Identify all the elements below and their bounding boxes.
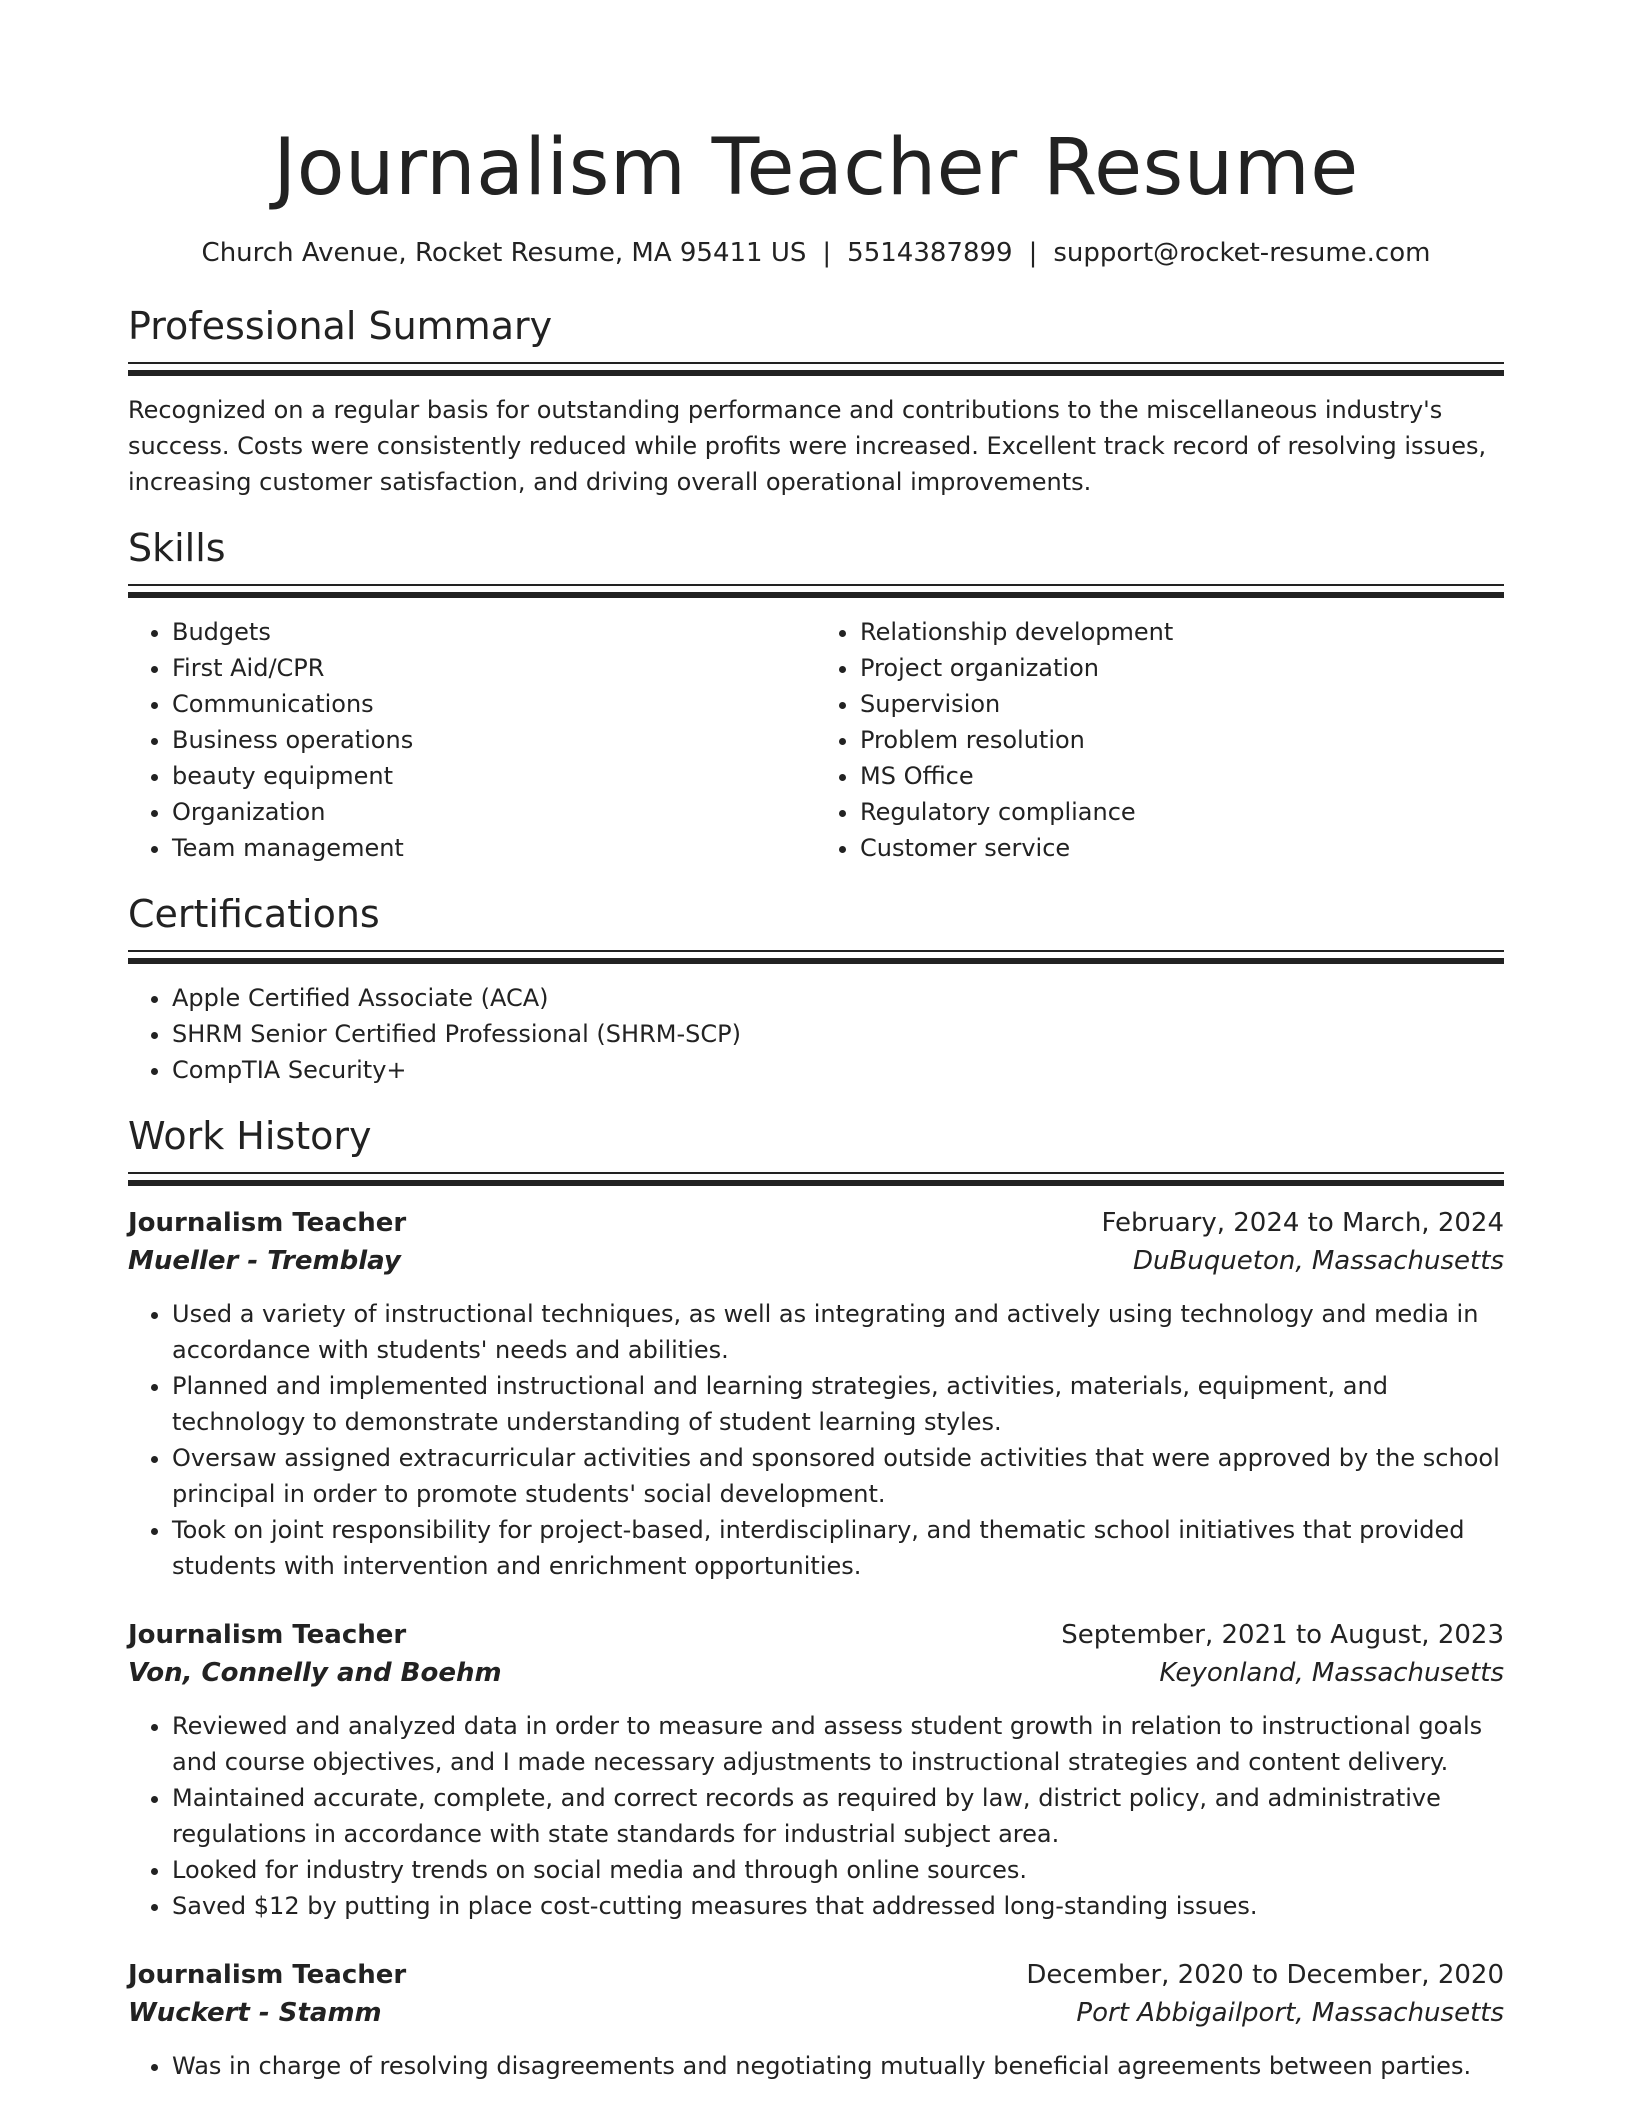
list-item: • Customer service — [860, 830, 1504, 866]
list-item: • Communications — [172, 686, 816, 722]
certifications-section — [128, 890, 1504, 1088]
job-bullets — [128, 2048, 1504, 2084]
contact-separator: | — [1028, 238, 1038, 268]
list-item: • Looked for industry trends on social media and through online sources. — [172, 1852, 1504, 1888]
job-header — [128, 1616, 1504, 1654]
list-item: • CompTIA Security+ — [172, 1052, 1504, 1088]
list-item: • Maintained accurate, complete, and correct records as required by law, district policy, and administrative regulations in accordance with state standards for industrial subject area. — [172, 1780, 1504, 1852]
contact-address: Church Avenue, Rocket Resume, MA 95411 US — [201, 238, 807, 268]
job-location: Port Abbigailport, Massachusetts — [1076, 1998, 1504, 2028]
section-divider — [128, 1172, 1504, 1186]
list-item: • First Aid/CPR — [172, 650, 816, 686]
list-item: • Planned and implemented instructional and learning strategies, activities, materials, equipment, and technology to demonstrate understanding of student learning styles. — [172, 1368, 1504, 1440]
summary-heading: Professional Summary — [128, 304, 553, 348]
job-company: Von, Connelly and Boehm — [128, 1658, 502, 1688]
skills-heading: Skills — [128, 526, 226, 570]
list-item: • Business operations — [172, 722, 816, 758]
list-item: • Used a variety of instructional techniques, as well as integrating and actively using technology and media in accordance with students' needs and abilities. — [172, 1296, 1504, 1368]
contact-line — [128, 236, 1504, 270]
job-entry — [128, 1204, 1504, 1584]
skills-list-left — [128, 614, 816, 866]
list-item: • MS Office — [860, 758, 1504, 794]
job-title: Journalism Teacher — [128, 1208, 407, 1238]
list-item: • Problem resolution — [860, 722, 1504, 758]
job-dates: February, 2024 to March, 2024 — [1101, 1208, 1504, 1238]
skills-columns — [128, 614, 1504, 866]
job-location: Keyonland, Massachusetts — [1159, 1658, 1504, 1688]
list-item: • Team management — [172, 830, 816, 866]
job-bullets — [128, 1296, 1504, 1584]
job-header — [128, 1204, 1504, 1242]
summary-text: Recognized on a regular basis for outstanding performance and contributions to the miscellaneous industry's success. Costs were consistently reduced while profits were increased. Excellent track record of resolving issues, increasing customer satisfaction, and driving overall operational improvements. — [128, 396, 1487, 496]
section-divider — [128, 584, 1504, 598]
list-item: • Budgets — [172, 614, 816, 650]
list-item: • Took on joint responsibility for project-based, interdisciplinary, and thematic school initiatives that provided students with intervention and enrichment opportunities. — [172, 1512, 1504, 1584]
certifications-heading: Certifications — [128, 892, 380, 936]
job-header — [128, 1956, 1504, 1994]
list-item: • Project organization — [860, 650, 1504, 686]
job-subheader — [128, 1994, 1504, 2032]
certifications-list — [128, 980, 1504, 1088]
job-dates: December, 2020 to December, 2020 — [1026, 1960, 1504, 1990]
contact-email: support@rocket-resume.com — [1053, 238, 1431, 268]
job-title: Journalism Teacher — [128, 1960, 407, 1990]
skills-list-right — [816, 614, 1504, 866]
work-heading: Work History — [128, 1114, 372, 1158]
job-entry — [128, 1616, 1504, 1924]
list-item: • Organization — [172, 794, 816, 830]
contact-separator: | — [822, 238, 832, 268]
list-item: • Reviewed and analyzed data in order to measure and assess student growth in relation to instructional goals and course objectives, and I made necessary adjustments to instructional strategies and content delivery. — [172, 1708, 1504, 1780]
list-item: • Oversaw assigned extracurricular activities and sponsored outside activities that were approved by the school principal in order to promote students' social development. — [172, 1440, 1504, 1512]
job-subheader — [128, 1242, 1504, 1280]
contact-phone: 5514387899 — [847, 238, 1013, 268]
list-item: • Relationship development — [860, 614, 1504, 650]
list-item: • Regulatory compliance — [860, 794, 1504, 830]
job-bullets — [128, 1708, 1504, 1924]
section-divider — [128, 950, 1504, 964]
section-divider — [128, 362, 1504, 376]
job-location: DuBuqueton, Massachusetts — [1132, 1246, 1504, 1276]
job-subheader — [128, 1654, 1504, 1692]
list-item: • beauty equipment — [172, 758, 816, 794]
job-company: Mueller - Tremblay — [128, 1246, 401, 1276]
list-item: • Supervision — [860, 686, 1504, 722]
job-title: Journalism Teacher — [128, 1620, 407, 1650]
resume-page — [128, 0, 1504, 2084]
job-entry — [128, 1956, 1504, 2084]
list-item: • SHRM Senior Certified Professional (SHRM-SCP) — [172, 1016, 1504, 1052]
list-item: • Apple Certified Associate (ACA) — [172, 980, 1504, 1016]
list-item: • Saved $12 by putting in place cost-cutting measures that addressed long-standing issues. — [172, 1888, 1504, 1924]
job-dates: September, 2021 to August, 2023 — [1061, 1620, 1504, 1650]
job-company: Wuckert - Stamm — [128, 1998, 382, 2028]
work-section — [128, 1112, 1504, 2084]
skills-section — [128, 524, 1504, 866]
page-title: Journalism Teacher Resume — [273, 123, 1359, 213]
summary-section — [128, 302, 1504, 500]
list-item: • Was in charge of resolving disagreements and negotiating mutually beneficial agreements between parties. — [172, 2048, 1504, 2084]
